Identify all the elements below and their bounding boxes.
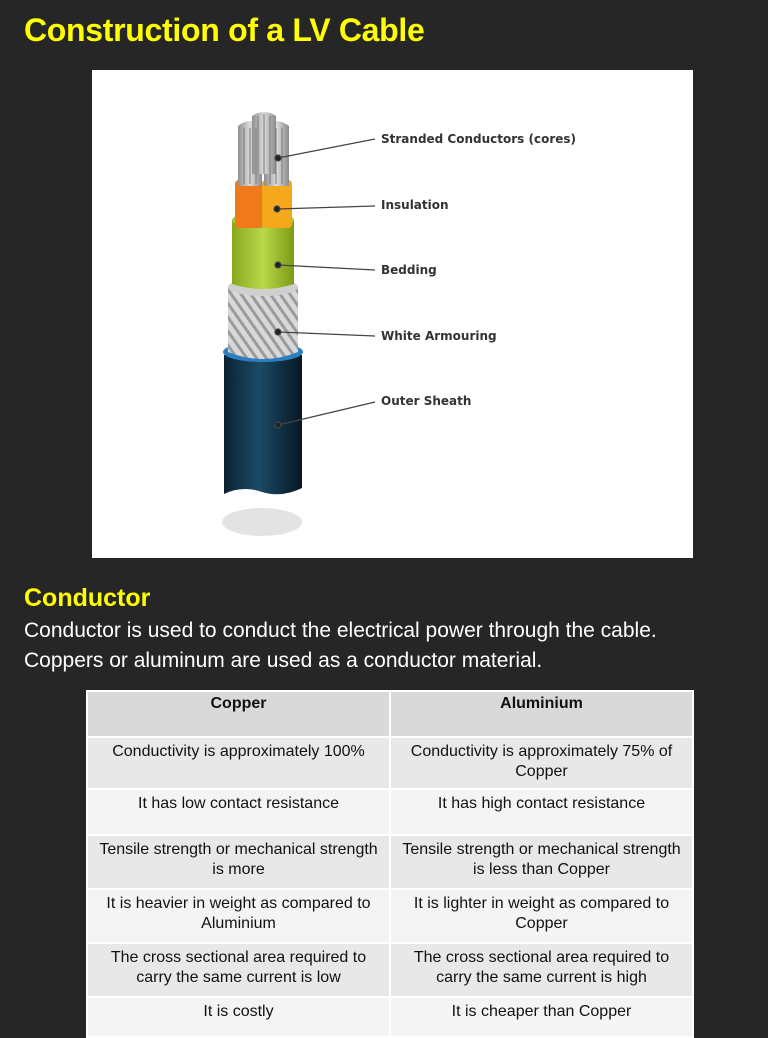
callout-white-armouring: White Armouring [381, 329, 497, 343]
table-cell: It is cheaper than Copper [390, 997, 693, 1037]
table-cell: Tensile strength or mechanical strength is less than Copper [390, 835, 693, 889]
table-cell: It is costly [87, 997, 390, 1037]
table-row [87, 789, 693, 835]
table-header-row [87, 691, 693, 737]
section-heading-conductor: Conductor [24, 584, 151, 612]
callout-outer-sheath: Outer Sheath [381, 394, 472, 408]
table-cell: Conductivity is approximately 75% of Copper [390, 737, 693, 789]
conductor-description-line-2: Coppers or aluminum are used as a conductor material. [24, 649, 543, 672]
white-armouring-shape [228, 288, 298, 359]
bedding-shape [232, 220, 294, 289]
conductor-description-line-1: Conductor is used to conduct the electrical power through the cable. [24, 619, 657, 642]
outer-sheath-shape [224, 355, 302, 494]
slide-title: Construction of a LV Cable [24, 12, 425, 48]
table-row [87, 997, 693, 1037]
table-cell: It is heavier in weight as compared to Aluminium [87, 889, 390, 943]
cable-shadow [222, 508, 302, 536]
cable-diagram [92, 70, 693, 558]
table-row [87, 889, 693, 943]
header-copper: Copper [87, 691, 390, 737]
table-cell: The cross sectional area required to carry the same current is high [390, 943, 693, 997]
insulation-orange-shape [235, 180, 263, 228]
table-cell: It has high contact resistance [390, 789, 693, 835]
comparison-table [86, 690, 694, 1038]
callout-stranded-conductors: Stranded Conductors (cores) [381, 132, 577, 146]
table-cell: It has low contact resistance [87, 789, 390, 835]
insulation-yellow-shape [262, 180, 292, 228]
callout-insulation: Insulation [381, 198, 449, 212]
table-cell: Conductivity is approximately 100% [87, 737, 390, 789]
table-row [87, 835, 693, 889]
table-row [87, 943, 693, 997]
callout-bedding: Bedding [381, 263, 437, 277]
header-aluminium: Aluminium [390, 691, 693, 737]
table-row [87, 737, 693, 789]
table-cell: Tensile strength or mechanical strength is more [87, 835, 390, 889]
table-cell: It is lighter in weight as compared to Copper [390, 889, 693, 943]
table-cell: The cross sectional area required to carry the same current is low [87, 943, 390, 997]
